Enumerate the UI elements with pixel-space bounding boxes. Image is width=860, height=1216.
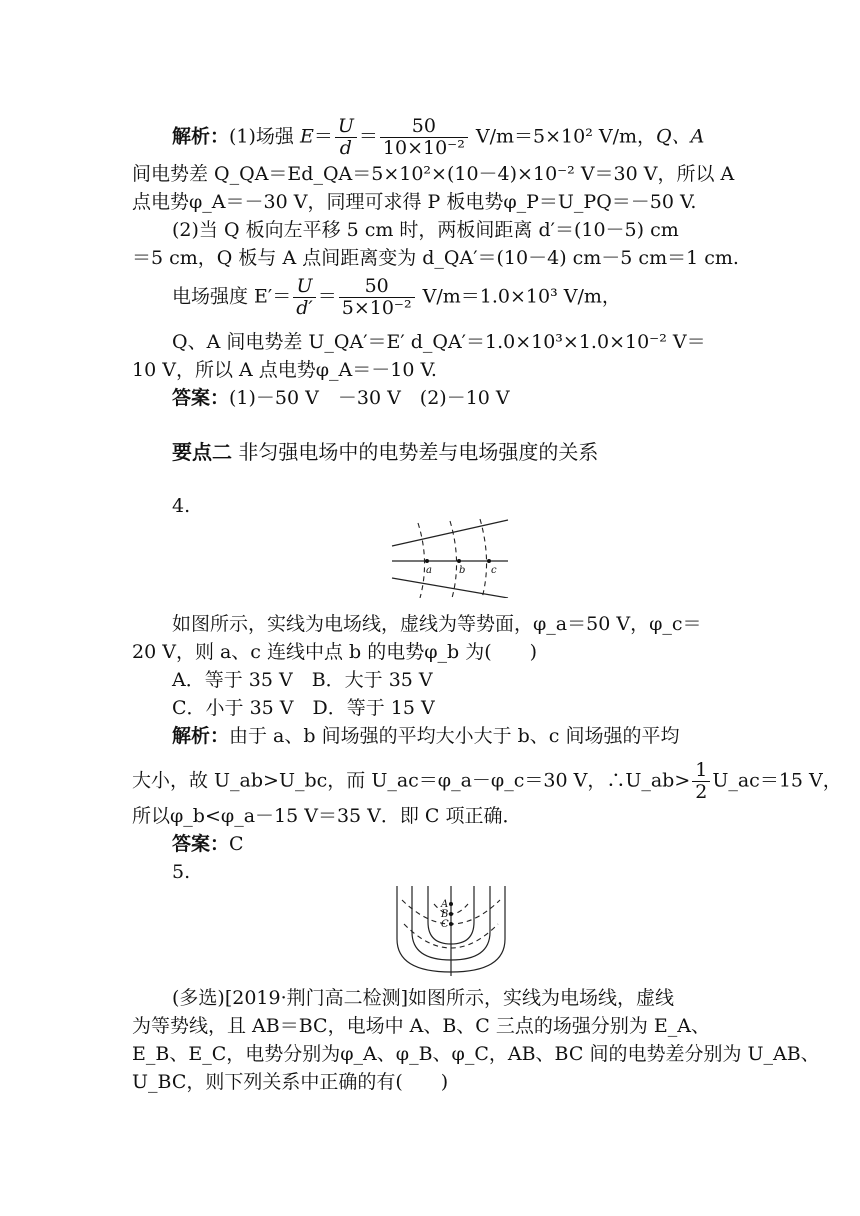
q5-stem-line1: (多选)[2019·荆门高二检测]如图所示，实线为电场线，虚线 bbox=[172, 987, 675, 1009]
q4-analysis-line3: 所以φ_b<φ_a－15 V＝35 V．即 C 项正确． bbox=[132, 805, 522, 827]
q4-option-d[interactable]: D．等于 15 V bbox=[312, 697, 435, 719]
section-heading: 要点二 非匀强电场中的电势差与电场强度的关系 bbox=[172, 440, 599, 464]
solution1-line6: 电场强度 E′＝ $\frac{U}{d'}$ ＝ $\frac{50}{\text{5×10⁻²}}$ V/m＝1.0×10³ V/m， bbox=[172, 275, 621, 319]
q5-label-C: C bbox=[441, 919, 449, 930]
q4-answer-label: 答案： bbox=[172, 833, 230, 855]
solution1-line8: 10 V，所以 A 点电势φ_A＝－10 V. bbox=[132, 359, 437, 381]
q5-label-A: A bbox=[441, 899, 449, 910]
fraction-U-over-d: $\frac{U}{d}$ bbox=[335, 116, 357, 159]
q4-label-c: c bbox=[491, 565, 497, 576]
q5-stem-line4: U_BC，则下列关系中正确的有( ) bbox=[132, 1071, 449, 1093]
q4-label-a: a bbox=[426, 565, 432, 576]
q4-analysis-line1: 解析：由于 a、b 间场强的平均大小大于 b、c 间场强的平均 bbox=[172, 725, 680, 747]
q4-stem-line1: 如图所示，实线为电场线，虚线为等势面，φ_a＝50 V，φ_c＝ bbox=[172, 613, 702, 635]
q5-figure bbox=[394, 884, 508, 976]
q5-number: 5. bbox=[172, 861, 191, 883]
solution1-line3: 点电势φ_A＝－30 V，同理可求得 P 板电势φ_P＝U_PQ＝－50 V. bbox=[132, 191, 697, 213]
q4-option-b[interactable]: B．大于 35 V bbox=[311, 669, 433, 691]
solution1-line5: ＝5 cm，Q 板与 A 点间距离变为 d_QA′＝(10－4) cm－5 cm＝1 cm. bbox=[132, 247, 739, 269]
answer-label: 答案： bbox=[172, 387, 230, 409]
q5-stem-line2: 为等势线，且 AB＝BC，电场中 A、B、C 三点的场强分别为 E_A、 bbox=[132, 1015, 711, 1037]
q4-options-row2 bbox=[172, 696, 435, 720]
q4-figure bbox=[390, 518, 510, 598]
solution1-line4: (2)当 Q 板向左平移 5 cm 时，两板间距离 d′＝(10－5) cm bbox=[172, 219, 679, 241]
q4-analysis-line2: 大小，故 U_ab>U_bc，而 U_ac＝φ_a－φ_c＝30 V，∴U_ab> $\frac{1}{2}$ U_ac＝15 V， bbox=[132, 759, 842, 803]
fraction-50-over-denominator: $\frac{50}{\text{10×10⁻²}}$ bbox=[380, 116, 468, 159]
q5-label-B: B bbox=[441, 909, 449, 920]
q4-answer: 答案：C bbox=[172, 833, 244, 855]
q4-number: 4. bbox=[172, 495, 191, 517]
q4-label-b: b bbox=[459, 565, 466, 576]
q4-analysis-label: 解析： bbox=[172, 725, 230, 747]
q5-stem-line3: E_B、E_C，电势分别为φ_A、φ_B、φ_C，AB、BC 间的电势差分别为 U_AB、 bbox=[132, 1043, 820, 1065]
analysis-label: 解析： bbox=[172, 125, 230, 148]
solution1-line2: 间电势差 Q_QA＝Ed_QA＝5×10²×(10－4)×10⁻² V＝30 V，所以 A bbox=[132, 163, 735, 185]
fraction-50-over-5e-2: $\frac{50}{\text{5×10⁻²}}$ bbox=[339, 276, 415, 319]
q4-option-c[interactable]: C．小于 35 V bbox=[172, 697, 294, 719]
q4-options-row1 bbox=[172, 668, 433, 692]
q4-stem-line2: 20 V，则 a、c 连线中点 b 的电势φ_b 为( ) bbox=[132, 641, 538, 663]
solution1-line1: 解析：(1)场强 E＝ $\frac{U}{d}$ ＝ $\frac{50}{\text{10×10⁻²}}$ V/m＝5×10² V/m，Q、A bbox=[172, 115, 705, 159]
q4-option-a[interactable]: A．等于 35 V bbox=[172, 669, 293, 691]
fraction-one-half: $\frac{1}{2}$ bbox=[692, 760, 710, 803]
solution1-line7: Q、A 间电势差 U_QA′＝E′ d_QA′＝1.0×10³×1.0×10⁻² V＝ bbox=[172, 331, 706, 353]
solution1-answer: 答案：(1)－50 V －30 V (2)－10 V bbox=[172, 387, 510, 409]
fraction-U-over-d-prime: $\frac{U}{d'}$ bbox=[293, 276, 315, 319]
